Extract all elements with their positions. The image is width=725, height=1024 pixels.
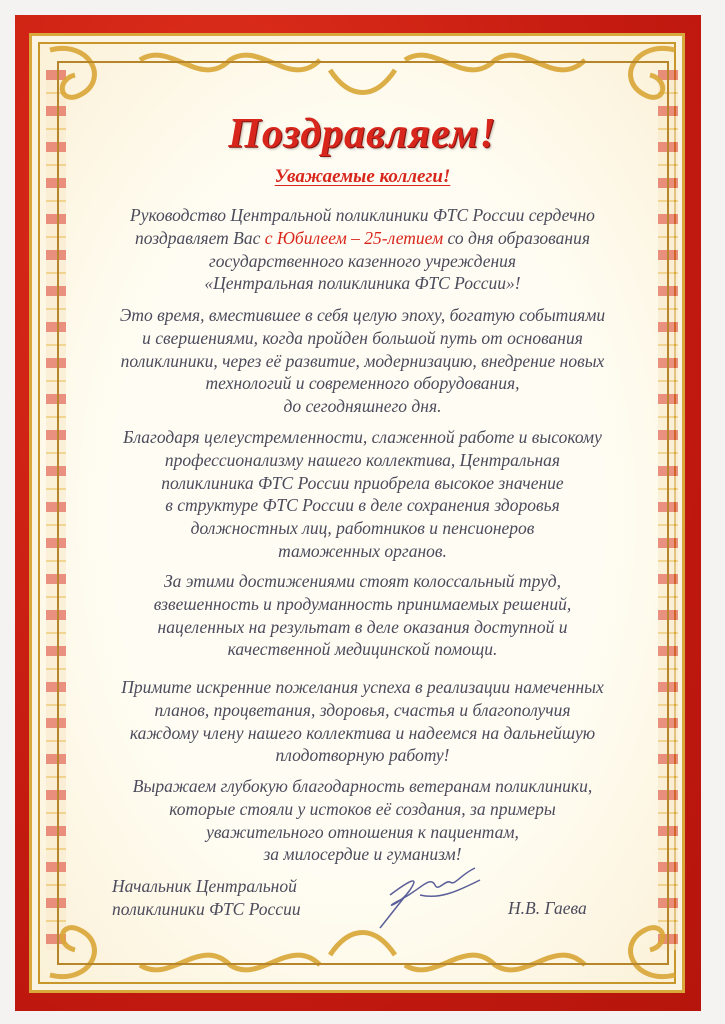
text-line: Выражаем глубокую благодарность ветеранам поликлиники, <box>132 776 593 796</box>
page-title: Поздравляем! <box>228 111 497 157</box>
text-line: каждому члену нашего коллектива и надеемся на дальнейшую <box>129 722 596 743</box>
paragraph-1 <box>80 204 645 295</box>
paragraph-2 <box>80 304 645 418</box>
text-line: Руководство Центральной поликлиники ФТС России сердечно <box>130 205 595 225</box>
text-line: нацеленных на результат в деле оказания доступной и <box>157 616 568 637</box>
text-line: Примите искренние пожелания успеха в реализации намеченных <box>121 677 604 697</box>
text-line: качественной медицинской помощи. <box>227 639 498 660</box>
text-line: Благодаря целеустремленности, слаженной работе и высокому <box>123 427 602 447</box>
text-line: уважительного отношения к пациентам, <box>206 821 519 842</box>
paragraph-3 <box>80 426 645 563</box>
text-line: За этими достижениями стоят колоссальный труд, <box>163 571 562 591</box>
handwritten-signature <box>350 860 490 930</box>
text-line: профессионализму нашего коллектива, Центральная <box>164 449 561 470</box>
text-line: таможенных органов. <box>278 540 447 561</box>
text-line: государственного казенного учреждения <box>208 250 517 271</box>
text-line: поликлиника ФТС России приобрела высокое значение <box>161 472 564 493</box>
signatory-name: Н.В. Гаева <box>508 898 587 918</box>
salutation-text: Уважаемые коллеги! <box>274 166 451 187</box>
text-span: со дня образования <box>443 227 590 248</box>
text-line: Это время, вместившее в себя целую эпоху, богатую событиями <box>119 305 606 325</box>
paragraph-5 <box>80 676 645 767</box>
signatory-position <box>112 875 301 921</box>
text-line: должностных лиц, работников и пенсионеров <box>190 518 535 539</box>
text-span: поздравляет Вас <box>135 227 265 248</box>
text-line: «Центральная поликлиника ФТС России»! <box>204 273 521 294</box>
text-line: поликлиники, через её развитие, модернизацию, внедрение новых <box>120 350 605 371</box>
text-line: плодотворную работу! <box>275 745 450 766</box>
text-line: планов, процветания, здоровья, счастья и благополучия <box>154 699 571 720</box>
text-line: Начальник Центральной <box>112 876 297 896</box>
paragraph-4 <box>80 570 645 661</box>
text-line: технологий и современного оборудования, <box>205 373 520 394</box>
text-line: в структуре ФТС России в деле сохранения здоровья <box>165 495 560 516</box>
paragraph-6 <box>80 775 645 866</box>
text-line: и свершениями, когда пройден большой путь от основания <box>142 327 583 348</box>
jubilee-highlight: с Юбилеем – 25-летием <box>264 227 444 248</box>
salutation <box>0 166 725 188</box>
text-line: за милосердие и гуманизм! <box>263 844 462 865</box>
text-line: до сегодняшнего дня. <box>283 396 442 417</box>
text-line <box>80 227 645 250</box>
text-line: поликлиники ФТС России <box>112 898 301 919</box>
text-line: которые стояли у истоков её создания, за примеры <box>169 798 556 819</box>
text-line: взвешенность и продуманность принимаемых решений, <box>153 593 572 614</box>
